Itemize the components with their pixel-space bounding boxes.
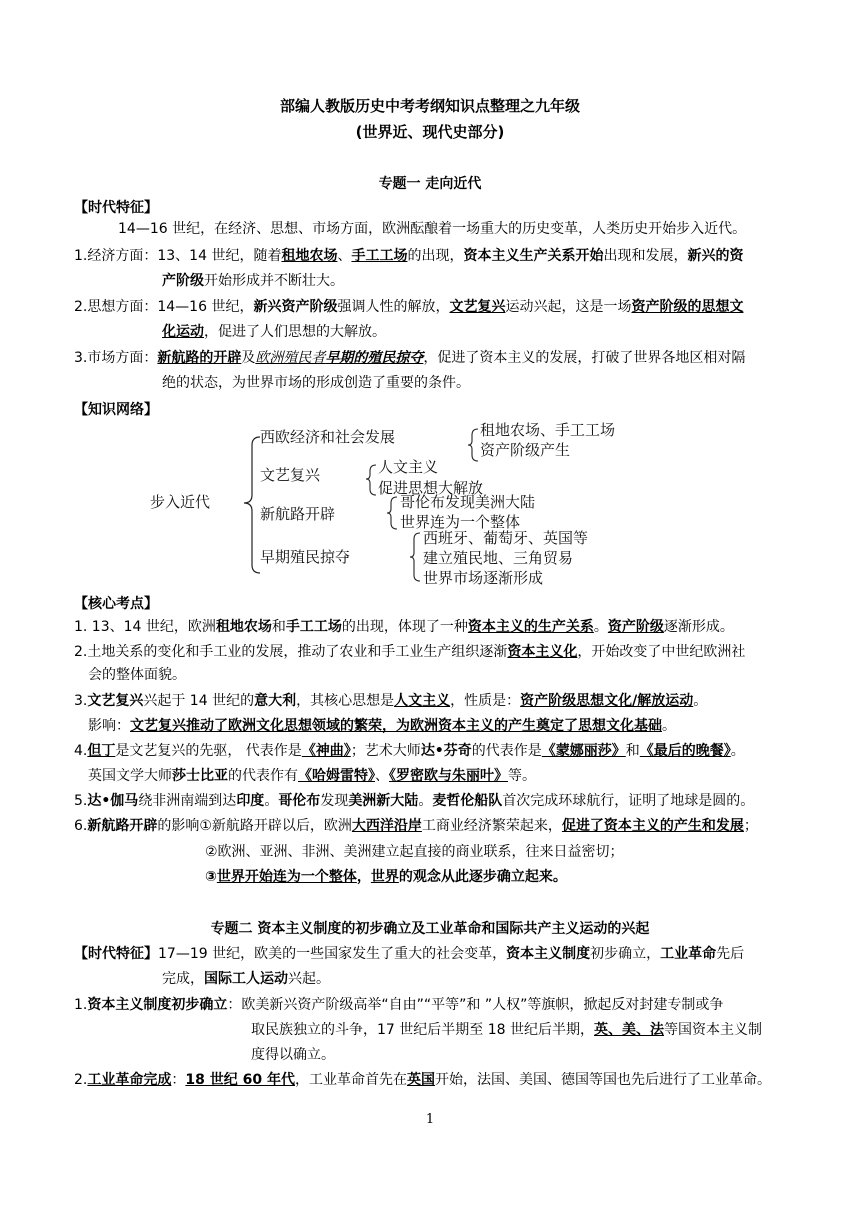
text-run: 2.土地关系的变化和手工业的发展，推动了农业和手工业生产组织逐渐 <box>74 644 508 660</box>
text-run: 绕非洲南端到达 <box>138 793 237 809</box>
text-run: 的观念从此逐步确立起来。 <box>398 869 567 885</box>
topic2-point-2 <box>74 1069 771 1091</box>
core-point-3-impact <box>88 715 676 737</box>
key-term: 资本主义制度初步确立 <box>87 997 228 1013</box>
tree-branch-new-route: 新航路开辟 <box>260 505 336 523</box>
tree-leaf: 促进思想大解放 <box>378 479 484 497</box>
key-term: 世界 <box>370 869 399 885</box>
core-point-3 <box>74 690 707 712</box>
tree-leaf: 西班牙、葡萄牙、英国等 <box>423 529 589 547</box>
tree-root: 步入近代 <box>150 493 211 511</box>
text-run: 兴起。 <box>288 971 330 987</box>
topic2-era-cont <box>162 968 330 990</box>
item-prefix: 3.市场方面： <box>74 350 158 366</box>
text-run: 2. <box>74 1072 88 1088</box>
text-run: 。 <box>730 743 745 759</box>
text-run: ； <box>743 818 758 834</box>
text-run: 开始，法国、美国、德国等国也先后进行了工业革命。 <box>434 1072 771 1088</box>
text-run: 。 <box>418 793 433 809</box>
core-point-4 <box>74 740 745 762</box>
key-term: 新航路开辟 <box>87 818 158 834</box>
key-term: 手工工场 <box>285 619 342 635</box>
topic1-item-3-cont: 绝的状态，为世界市场的形成创造了重要的条件。 <box>162 375 470 391</box>
text-run: 首次完成环球航行，证明了地球是圆的。 <box>502 793 755 809</box>
text-run: ；艺术大师 <box>350 743 421 759</box>
text-run: ：欧美新兴资产阶级高举“自由”“平等”和 ”人权”等旗帜，掀起反对封建专制或争 <box>227 997 724 1013</box>
key-term: 18 世纪 60 年代 <box>185 1072 295 1088</box>
text-run: ，工业革命首先在 <box>294 1072 407 1088</box>
text-run: ，开始改变了中世纪欧洲社 <box>577 644 746 660</box>
key-term: 新航路的开辟 <box>157 350 242 366</box>
key-term: 达•伽马 <box>87 793 139 809</box>
key-term: 《蒙娜丽莎》 <box>541 743 626 759</box>
section-label: 【时代特征】 <box>74 946 158 962</box>
key-term: 资本主义生产关系开始 <box>463 248 604 264</box>
key-term: 文艺复兴 <box>449 299 506 315</box>
key-term: 文艺复兴 <box>87 693 144 709</box>
topic1-item-1-cont <box>162 270 344 292</box>
topic1-era-text: 14—16 世纪，在经济、思想、市场方面，欧洲酝酿着一场重大的历史变革，人类历史开始步入近代。 <box>118 221 747 237</box>
text-run: 6. <box>74 818 88 834</box>
text-run: 13、14 世纪，随着 <box>157 248 282 264</box>
text-run: ，促进了资本主义的发展，打破了世界各地区相对隔 <box>423 350 746 366</box>
text-run: 3. <box>74 693 88 709</box>
tree-leaf: 建立殖民地、三角贸易 <box>423 549 574 567</box>
key-term: 资产阶级 <box>607 619 664 635</box>
text-run: 的代表作有 <box>228 768 298 784</box>
key-term: 哥伦布 <box>278 793 321 809</box>
text-run: 和 <box>625 743 640 759</box>
key-term: 工业革命完成 <box>87 1072 172 1088</box>
key-term: 化运动 <box>162 324 204 340</box>
core-point-4-cont <box>88 765 536 787</box>
key-term: 资产阶级思想文化/解放运动 <box>520 693 694 709</box>
key-term: 资本主义制度 <box>506 946 591 962</box>
topic2-point-1 <box>74 994 723 1016</box>
text-run: 发现 <box>320 793 349 809</box>
text-run: 、 <box>337 248 352 264</box>
key-term: 《最后的晚餐》 <box>639 743 731 759</box>
page-number: 1 <box>425 1112 435 1127</box>
core-point-6-c <box>205 866 567 888</box>
knowledge-tree <box>140 415 710 591</box>
text-run: 。 <box>693 693 708 709</box>
doc-subtitle: (世界近、现代史部分) <box>355 123 505 141</box>
key-term: 《哈姆雷特》 <box>298 768 375 784</box>
text-run: 、 <box>375 768 389 784</box>
key-term: 人文主义 <box>394 693 451 709</box>
key-term: 租地农场 <box>215 619 272 635</box>
tree-leaf: 人文主义 <box>378 458 439 476</box>
text-run: 开始形成并不断壮大。 <box>204 273 344 289</box>
key-term: 手工工场 <box>351 248 408 264</box>
core-point-5 <box>74 790 754 812</box>
key-term: 新兴资产阶级 <box>253 299 338 315</box>
key-term: 新兴的资 <box>687 248 744 264</box>
text-run: 先后 <box>716 946 745 962</box>
text-run: 运动兴起，这是一场 <box>505 299 632 315</box>
core-point-2 <box>74 641 745 663</box>
text-run: 14—16 世纪， <box>157 299 254 315</box>
topic1-item-2 <box>74 296 743 318</box>
text-run: ： <box>171 1072 186 1088</box>
topic1-item-3 <box>74 347 745 369</box>
core-point-6-b: ②欧洲、亚洲、非洲、美洲建立起直接的商业联系，往来日益密切； <box>205 844 624 860</box>
topic1-heading: 专题一 走向近代 <box>378 176 482 192</box>
tree-leaf: 哥伦布发现美洲大陆 <box>400 493 536 511</box>
core-point-1 <box>74 616 734 638</box>
key-term: 资本主义的生产关系 <box>467 619 594 635</box>
key-term: 世界开始连为一个整体 <box>216 869 357 885</box>
key-term: 促进了资本主义的产生和发展 <box>561 818 744 834</box>
text-run: 1. 13、14 世纪，欧洲 <box>74 619 216 635</box>
key-term: 租地农场 <box>281 248 338 264</box>
key-term: 达•芬奇 <box>420 743 472 759</box>
key-term: 美洲新大陆 <box>348 793 419 809</box>
topic1-network-label: 【知识网络】 <box>74 402 158 418</box>
text-run: 4. <box>74 743 88 759</box>
text-run: 出现和发展， <box>603 248 688 264</box>
key-term: 大西洋沿岸 <box>351 818 422 834</box>
key-term: 国际工人运动 <box>204 971 288 987</box>
text-run: 的出现， <box>407 248 464 264</box>
topic2-point-1-b <box>251 1019 762 1041</box>
key-term: 早期的殖民掠夺 <box>325 350 424 366</box>
tree-leaf: 世界连为一个整体 <box>400 513 521 531</box>
text-run: 完成， <box>162 971 204 987</box>
topic2-point-1-c: 度得以确立。 <box>251 1047 335 1063</box>
key-term: 印度 <box>236 793 265 809</box>
key-term: 工业革命 <box>660 946 717 962</box>
text-run: ，其核心思想是 <box>296 693 395 709</box>
key-term: 《罗密欧与朱丽叶》 <box>389 768 508 784</box>
key-term: 文艺复兴推动了欧洲文化思想领域的繁荣，为欧洲资本主义的产生奠定了思想文化基础 <box>130 718 662 734</box>
key-term: 莎士比亚 <box>172 768 228 784</box>
text-run: 初步确立， <box>590 946 661 962</box>
text-run: 1. <box>74 997 88 1013</box>
text-run: 的代表作是 <box>471 743 542 759</box>
text-run: 和 <box>271 619 286 635</box>
item-prefix: 1.经济方面： <box>74 248 158 264</box>
text-run: 工商业经济繁荣起来， <box>421 818 562 834</box>
text-run: 。 <box>264 793 279 809</box>
key-term: 英、美、法 <box>593 1022 664 1038</box>
key-term: 《神曲》 <box>301 743 351 759</box>
text-run: ，性质是： <box>450 693 521 709</box>
text-run: 强调人性的解放， <box>337 299 450 315</box>
topic2-heading: 专题二 资本主义制度的初步确立及工业革命和国际共产主义运动的兴起 <box>210 921 650 937</box>
text-run: ③ <box>205 869 217 885</box>
text-run: 取民族独立的斗争，17 世纪后半期至 18 世纪后半期， <box>251 1022 594 1038</box>
text-run: 的出现，体现了一种 <box>341 619 468 635</box>
tree-branch-renaissance: 文艺复兴 <box>260 466 321 484</box>
tree-leaf: 租地农场、手工工场 <box>480 421 616 439</box>
core-point-6 <box>74 815 758 837</box>
key-term: 资本主义化 <box>507 644 578 660</box>
core-point-2-cont: 会的整体面貌。 <box>88 667 186 683</box>
tree-branch-economy: 西欧经济和社会发展 <box>260 428 396 446</box>
tree-leaf: 世界市场逐渐形成 <box>423 569 544 587</box>
text-run: 等。 <box>508 768 536 784</box>
key-term: 英国 <box>406 1072 435 1088</box>
text-run: 影响： <box>88 718 130 734</box>
tree-branch-colonial: 早期殖民掠夺 <box>260 548 351 566</box>
key-term: 麦哲伦船队 <box>432 793 503 809</box>
text-run: ，促进了人们思想的大解放。 <box>204 324 386 340</box>
text-run: 兴起于 14 世纪的 <box>143 693 255 709</box>
key-term: 欧洲殖民者 <box>255 350 326 366</box>
doc-title: 部编人教版历史中考考纲知识点整理之九年级 <box>279 97 580 115</box>
key-term: 但丁 <box>87 743 116 759</box>
key-term: 意大利 <box>254 693 297 709</box>
text-run: 。 <box>662 718 676 734</box>
item-prefix: 2.思想方面： <box>74 299 158 315</box>
key-term: 资产阶级的思想文 <box>631 299 744 315</box>
text-run: 。 <box>593 619 608 635</box>
text-run: 逐渐形成。 <box>663 619 734 635</box>
text-run: 英国文学大师 <box>88 768 172 784</box>
topic2-era <box>74 943 744 965</box>
text-run: ， <box>356 869 371 885</box>
topic1-core-label: 【核心考点】 <box>74 596 158 612</box>
topic1-era-label: 【时代特征】 <box>74 200 158 216</box>
tree-leaf: 资产阶级产生 <box>480 441 571 459</box>
text-run: 5. <box>74 793 88 809</box>
key-term: 产阶级 <box>162 273 204 289</box>
text-run: 是文艺复兴的先驱， 代表作是 <box>115 743 302 759</box>
topic1-item-1 <box>74 245 743 267</box>
text-run: 及 <box>241 350 256 366</box>
topic1-item-2-cont <box>162 321 386 343</box>
text-run: 等国资本主义制 <box>663 1022 762 1038</box>
text-run: 17—19 世纪，欧美的一些国家发生了重大的社会变革， <box>158 946 507 962</box>
text-run: 的影响①新航路开辟以后，欧洲 <box>157 818 352 834</box>
